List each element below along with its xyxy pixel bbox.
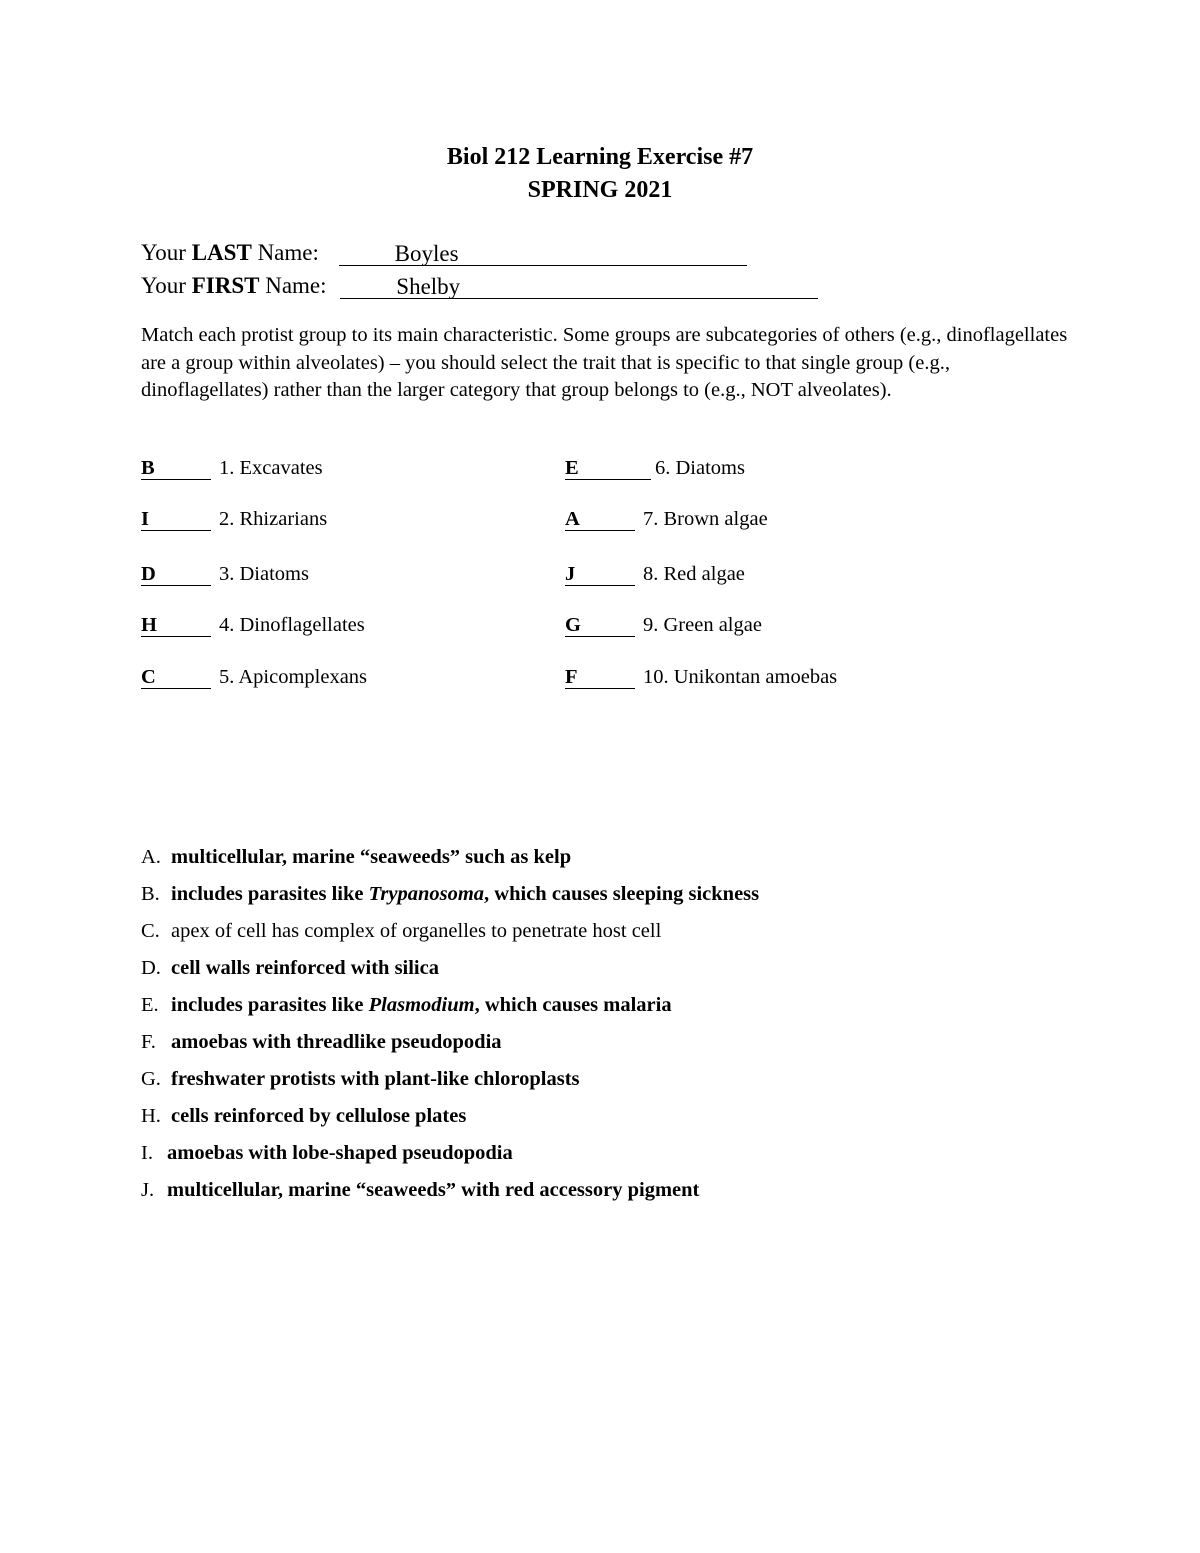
match-answer-blank[interactable]: C bbox=[141, 666, 211, 689]
match-answer-blank[interactable]: F bbox=[565, 666, 635, 689]
match-item-10 bbox=[565, 666, 837, 689]
match-answer-blank[interactable]: A bbox=[565, 508, 635, 531]
match-label: 1. Excavates bbox=[219, 457, 323, 479]
choice-g: G. freshwater protists with plant-like chloroplasts bbox=[141, 1068, 580, 1090]
instructions-paragraph: Match each protist group to its main characteristic. Some groups are subcategories of others (e.g., dinoflagellates are a group within alveolates) – you should select the trait that is specific to that single group (e.g., dinoflagellates) rather than the larger category that group belongs to (e.g., NOT alveolates). bbox=[141, 324, 1068, 401]
worksheet-title: Biol 212 Learning Exercise #7 bbox=[446, 144, 754, 170]
match-label: 4. Dinoflagellates bbox=[219, 614, 365, 636]
choice-i: I. amoebas with lobe-shaped pseudopodia bbox=[141, 1142, 513, 1164]
match-item-8 bbox=[565, 563, 745, 586]
last-name-value: Boyles bbox=[394, 241, 459, 266]
match-answer-blank[interactable]: B bbox=[141, 457, 211, 480]
choice-d: D. cell walls reinforced with silica bbox=[141, 957, 439, 979]
match-answer-blank[interactable]: J bbox=[565, 563, 635, 586]
match-answer-blank[interactable]: H bbox=[141, 614, 211, 637]
match-label: 9. Green algae bbox=[643, 614, 762, 636]
match-item-5 bbox=[141, 666, 367, 689]
first-name-value: Shelby bbox=[396, 274, 461, 299]
choice-f: F. amoebas with threadlike pseudopodia bbox=[141, 1031, 502, 1053]
match-answer-blank[interactable]: I bbox=[141, 508, 211, 531]
match-item-3 bbox=[141, 563, 309, 586]
match-label: 3. Diatoms bbox=[219, 563, 309, 585]
match-label: 6. Diatoms bbox=[655, 457, 745, 479]
first-name-label: Your FIRST Name: bbox=[141, 273, 327, 298]
match-label: 2. Rhizarians bbox=[219, 508, 328, 530]
match-item-9 bbox=[565, 614, 762, 637]
choice-c: C. apex of cell has complex of organelles to penetrate host cell bbox=[141, 920, 662, 942]
choice-a: A. multicellular, marine “seaweeds” such as kelp bbox=[141, 846, 572, 868]
match-label: 8. Red algae bbox=[643, 563, 745, 585]
match-label: 5. Apicomplexans bbox=[219, 666, 368, 688]
choice-h: H. cells reinforced by cellulose plates bbox=[141, 1105, 467, 1127]
match-answer-blank[interactable]: D bbox=[141, 563, 211, 586]
last-name-label: Your LAST Name: bbox=[141, 240, 319, 265]
choice-j: J. multicellular, marine “seaweeds” with red accessory pigment bbox=[141, 1179, 700, 1201]
match-label: 7. Brown algae bbox=[643, 508, 768, 530]
match-item-1 bbox=[141, 457, 323, 480]
match-item-6 bbox=[565, 457, 745, 480]
match-item-4 bbox=[141, 614, 365, 637]
choice-e: E. includes parasites like Plasmodium, which causes malaria bbox=[141, 994, 672, 1016]
last-name-field bbox=[141, 239, 747, 266]
first-name-input[interactable] bbox=[340, 272, 818, 299]
last-name-input[interactable] bbox=[339, 239, 747, 266]
choice-b: B. includes parasites like Trypanosoma, which causes sleeping sickness bbox=[141, 883, 760, 905]
match-item-7 bbox=[565, 508, 768, 531]
match-label: 10. Unikontan amoebas bbox=[643, 666, 838, 688]
worksheet-term: SPRING 2021 bbox=[527, 177, 673, 203]
first-name-field bbox=[141, 272, 818, 299]
match-item-2 bbox=[141, 508, 327, 531]
choices-list bbox=[141, 846, 759, 1216]
match-answer-blank[interactable]: E bbox=[565, 457, 651, 480]
match-answer-blank[interactable]: G bbox=[565, 614, 635, 637]
